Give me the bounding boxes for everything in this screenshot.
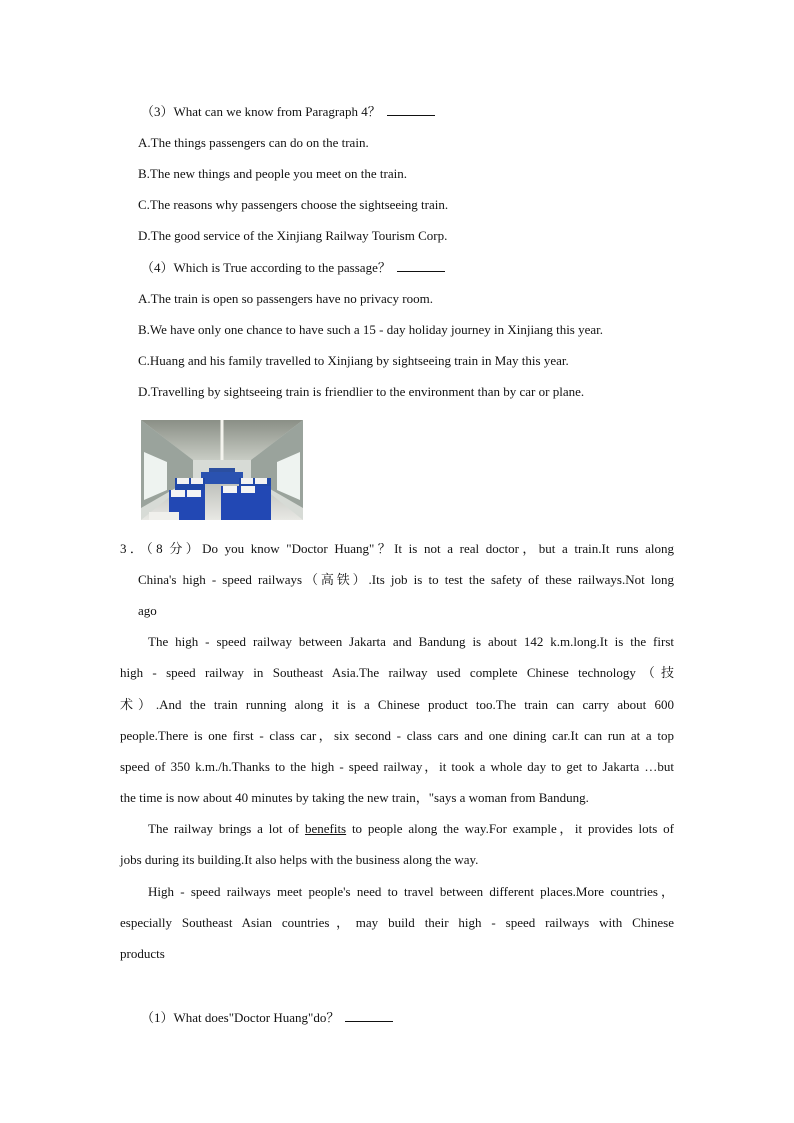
q4-option-d: D.Travelling by sightseeing train is friendlier to the environment than by car or plane.	[138, 384, 585, 399]
question-1-stem: （1）What does"Doctor Huang"do？	[141, 1010, 393, 1026]
answer-blank	[387, 104, 435, 116]
passage-3-header-line-2: China's high - speed railways（高铁）.Its job is to test the safety of these railways.Not long	[138, 572, 674, 587]
paragraph-1-line-2: high - speed railway in Southeast Asia.The railway used complete Chinese technology（技	[120, 665, 674, 680]
question-4-stem: （4）Which is True according to the passage？	[141, 260, 445, 276]
question-3-stem: （3）What can we know from Paragraph 4？	[141, 104, 435, 120]
train-interior-photo	[141, 420, 303, 520]
paragraph-1-line-4: people.There is one first - class car，six second - class cars and one dining car.It can run at a top	[120, 728, 674, 743]
paragraph-3-line-2: especially Southeast Asian countries，may build their high - speed railways with Chinese	[120, 915, 674, 930]
passage-3-header-line-1: 3．（8 分）Do you know "Doctor Huang"？It is not a real doctor，but a train.It runs along	[120, 541, 674, 556]
paragraph-1-line-5: speed of 350 k.m./h.Thanks to the high - speed railway，it took a whole day to get to Jakarta …but	[120, 759, 674, 774]
q4-option-b: B.We have only one chance to have such a 15 - day holiday journey in Xinjiang this year.	[138, 322, 604, 337]
answer-blank	[345, 1010, 393, 1022]
q3-option-d: D.The good service of the Xinjiang Railway Tourism Corp.	[138, 228, 448, 243]
paragraph-2-line-2: jobs during its building.It also helps with the business along the way.	[120, 852, 479, 867]
paragraph-3-line-3: products	[120, 946, 165, 961]
paragraph-1-line-1: The high - speed railway between Jakarta and Bandung is about 142 k.m.long.It is the first	[148, 634, 674, 649]
paragraph-2-line-1: The railway brings a lot of benefits to people along the way.For example，it provides lots of	[148, 821, 674, 836]
answer-blank	[397, 260, 445, 272]
q3-option-b: B.The new things and people you meet on the train.	[138, 166, 407, 181]
underlined-word-benefits: benefits	[304, 821, 347, 836]
q3-option-a: A.The things passengers can do on the train.	[138, 135, 369, 150]
q4-option-a: A.The train is open so passengers have no privacy room.	[138, 291, 433, 306]
paragraph-1-line-3: 术）.And the train running along it is a Chinese product too.The train can carry about 600	[120, 697, 674, 712]
paragraph-1-line-6: the time is now about 40 minutes by taking the new train，"says a woman from Bandung.	[120, 790, 589, 805]
q3-option-c: C.The reasons why passengers choose the sightseeing train.	[138, 197, 449, 212]
passage-3-header-line-3: ago	[138, 603, 157, 618]
paragraph-3-line-1: High - speed railways meet people's need to travel between different places.More countries，	[148, 884, 674, 899]
q4-option-c: C.Huang and his family travelled to Xinjiang by sightseeing train in May this year.	[138, 353, 569, 368]
